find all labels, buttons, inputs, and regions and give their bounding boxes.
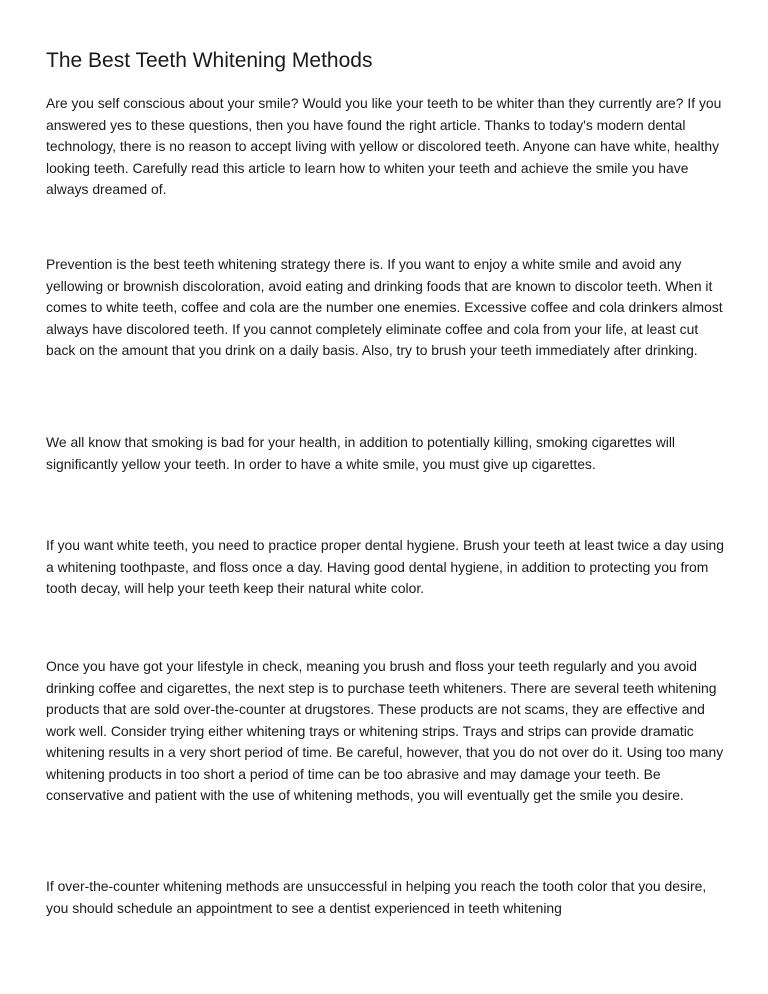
- paragraph-prevention: Prevention is the best teeth whitening strategy there is. If you want to enjoy a white smile and avoid any yellowing or brownish discoloration, avoid eating and drinking foods that are known to discolor teeth. When it comes to white teeth, coffee and cola are the number one enemies. Excessive coffee and cola drinkers almost always have discolored teeth. If you cannot completely eliminate coffee and cola from your life, at least cut back on the amount that you drink on a daily basis. Also, try to brush your teeth immediately after drinking.: [46, 256, 723, 358]
- paragraph-teeth-whiteners: Once you have got your lifestyle in check, meaning you brush and floss your teeth regularly and you avoid drinking coffee and cigarettes, the next step is to purchase teeth whiteners. There are several teeth whitening products that are sold over-the-counter at drugstores. These products are not scams, they are effective and work well. Consider trying either whitening trays or whitening strips. Trays and strips can provide dramatic whitening results in a very short period of time. Be careful, however, that you do not over do it. Using too many whitening products in too short a period of time can be too abrasive and may damage your teeth. Be conservative and patient with the use of whitening methods, you will eventually get the smile you desire.: [46, 658, 724, 803]
- paragraph-smoking: We all know that smoking is bad for your health, in addition to potentially killing, smoking cigarettes will significantly yellow your teeth. In order to have a white smile, you must give up cigarettes.: [46, 434, 675, 472]
- paragraph-intro: Are you self conscious about your smile? Would you like your teeth to be whiter than they currently are? If you answered yes to these questions, then you have found the right article. Thanks to today's modern dental technology, there is no reason to accept living with yellow or discolored teeth. Anyone can have white, healthy looking teeth. Carefully read this article to learn how to whiten your teeth and achieve the smile you have always dreamed of.: [46, 95, 722, 197]
- document-title: The Best Teeth Whitening Methods: [46, 49, 373, 72]
- paragraph-dental-hygiene: If you want white teeth, you need to practice proper dental hygiene. Brush your teeth at least twice a day using a whitening toothpaste, and floss once a day. Having good dental hygiene, in addition to protecting you from tooth decay, will help your teeth keep their natural white color.: [46, 537, 724, 596]
- paragraph-dentist: If over-the-counter whitening methods are unsuccessful in helping you reach the tooth color that you desire, you should schedule an appointment to see a dentist experienced in teeth whitening: [46, 878, 707, 916]
